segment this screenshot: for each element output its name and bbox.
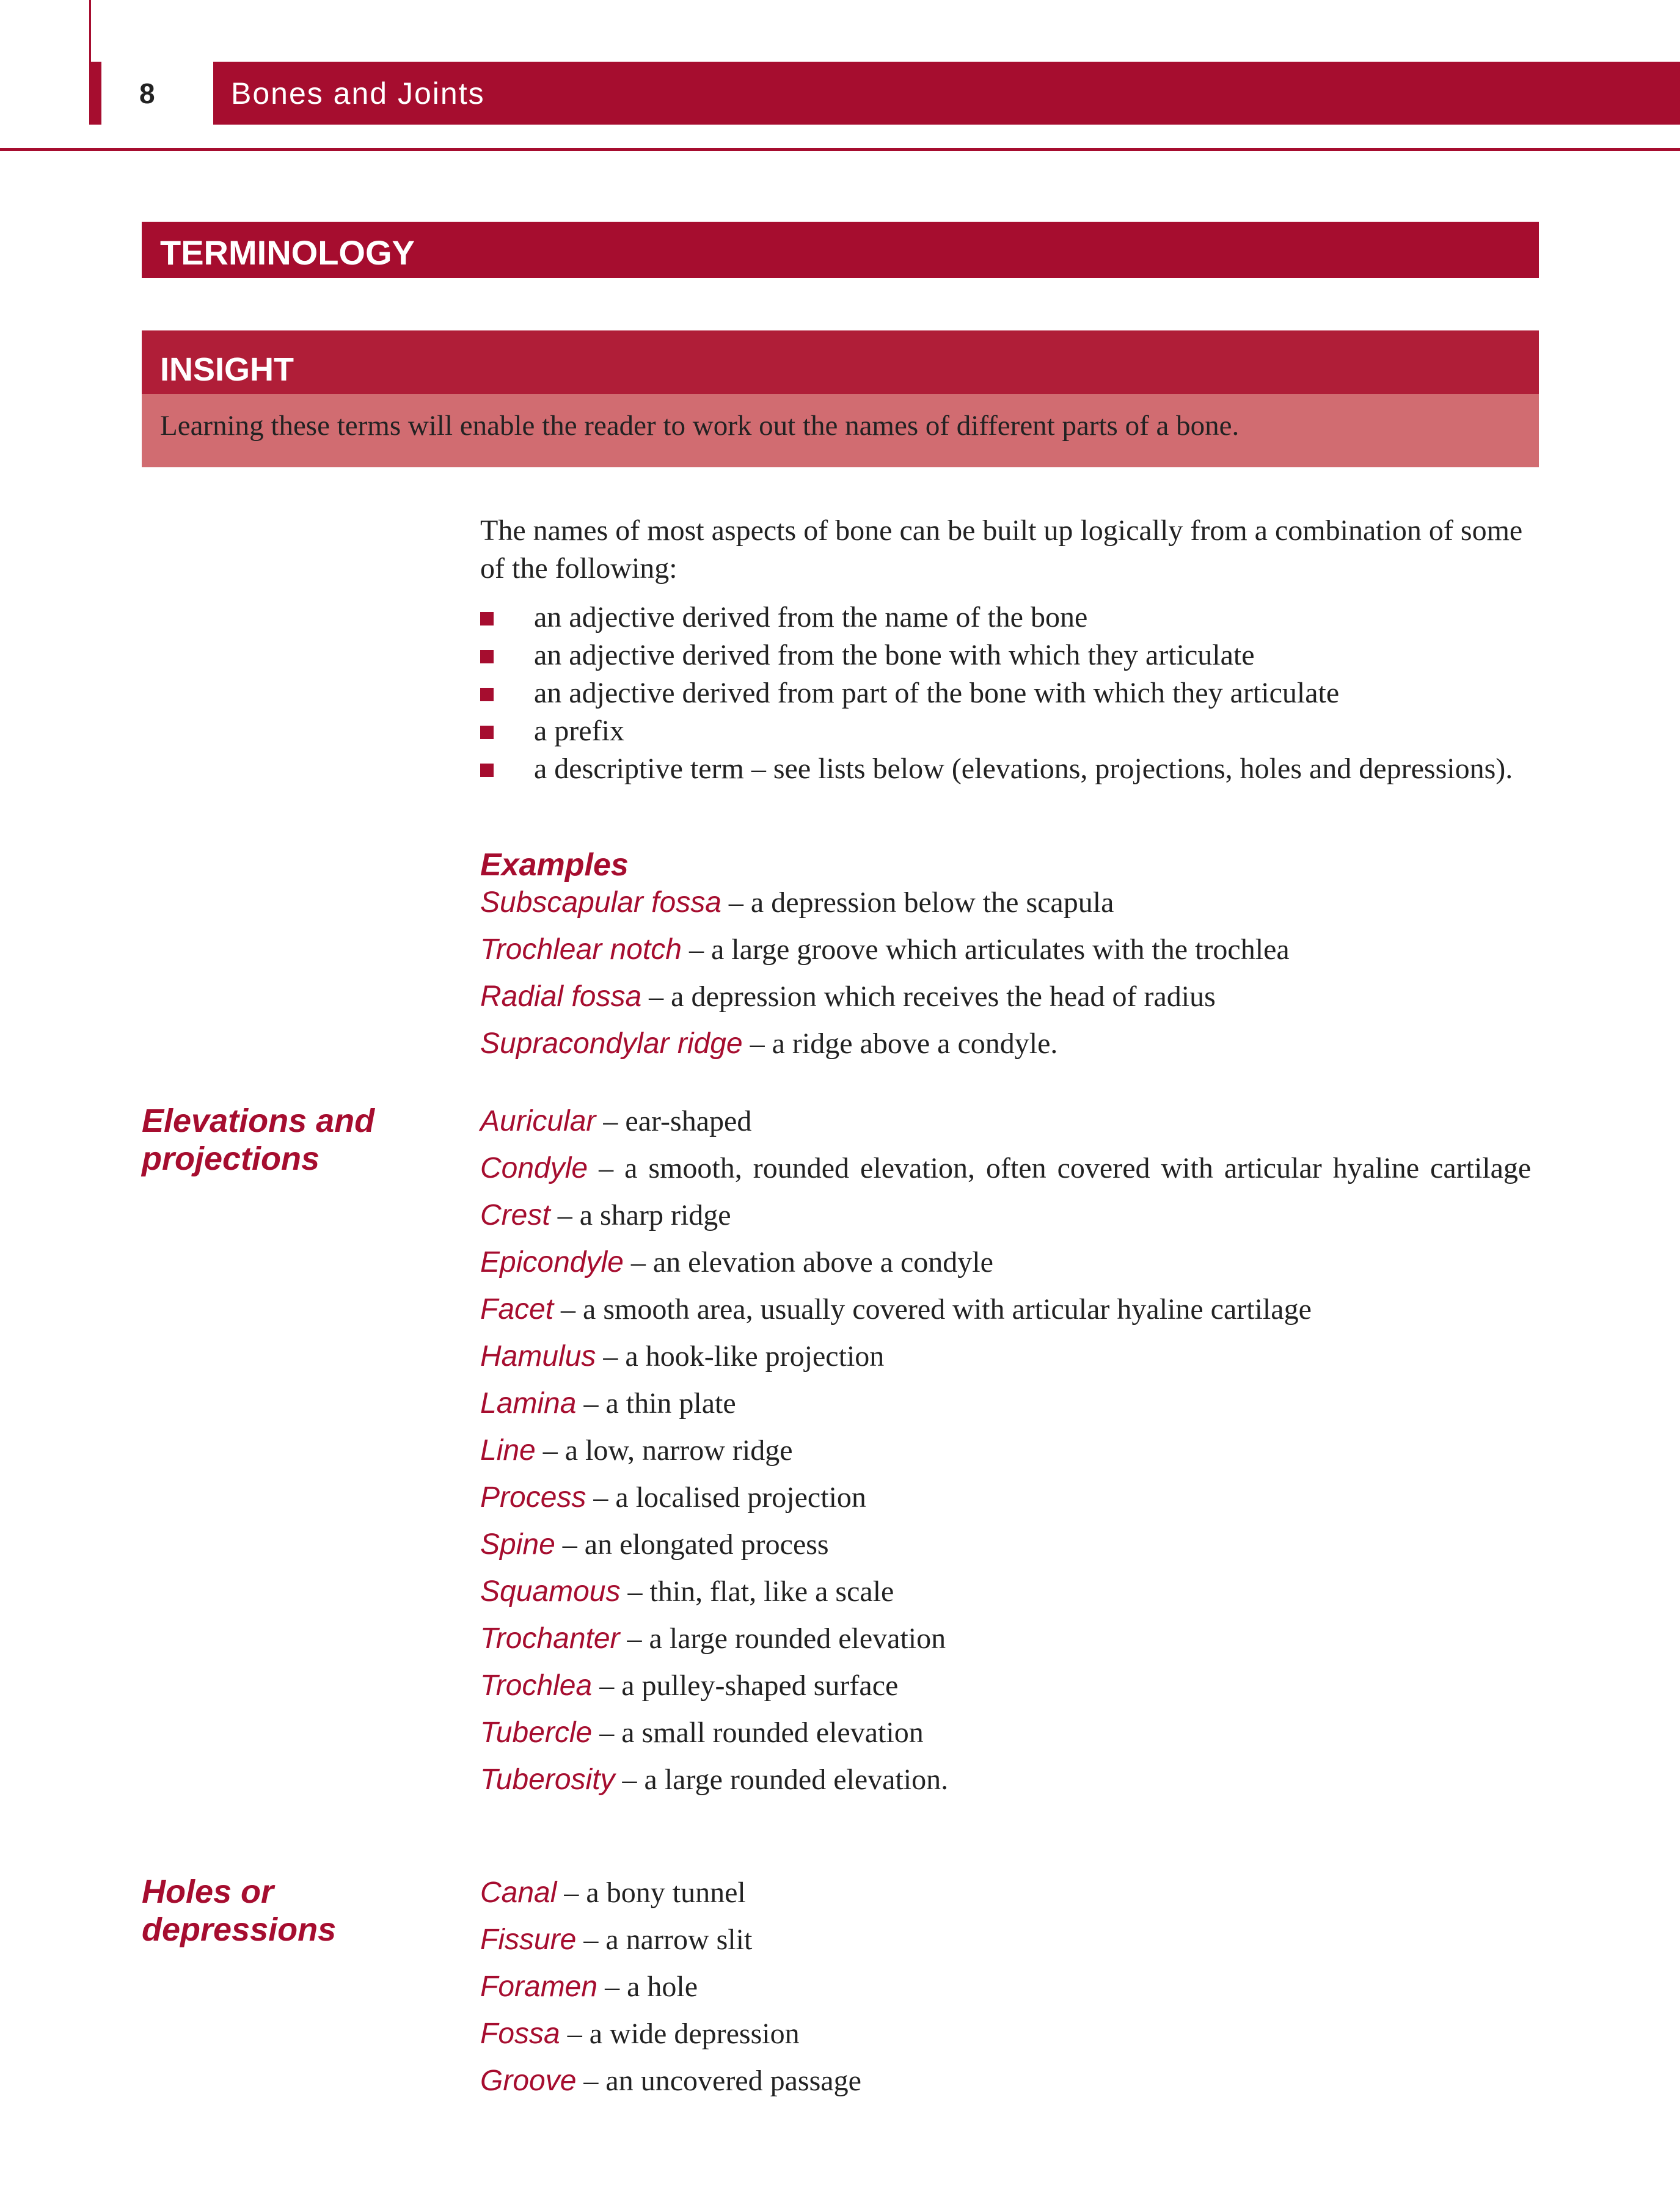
term-entry: [480, 1432, 1540, 1470]
term-entry: [480, 1620, 1540, 1658]
entry-definition: – a smooth, rounded elevation, often covered with articular hyaline cartilage: [588, 1152, 1532, 1184]
term-entry: [480, 1761, 1540, 1799]
entry-term: Tuberosity: [480, 1763, 615, 1796]
header-rule: [0, 148, 1680, 151]
insight-box-header: [142, 330, 1539, 394]
entry-term: Trochanter: [480, 1622, 620, 1655]
bullet-square-icon: [480, 688, 494, 701]
example-entry: [480, 931, 1540, 969]
entry-definition: – ear-shaped: [596, 1105, 752, 1137]
term-entry: [480, 1291, 1540, 1329]
page-number: 8: [139, 78, 155, 109]
entry-term: Process: [480, 1481, 586, 1514]
running-header-title: Bones and Joints: [231, 76, 485, 111]
entry-definition: – a sharp ridge: [550, 1199, 731, 1231]
entry-term: Supracondylar ridge: [480, 1027, 743, 1060]
entry-term: Auricular: [480, 1105, 596, 1137]
entry-term: Radial fossa: [480, 980, 642, 1013]
insight-title: INSIGHT: [160, 351, 294, 388]
bullet-square-icon: [480, 764, 494, 777]
entry-definition: – a localised projection: [586, 1481, 866, 1514]
entry-term: Spine: [480, 1528, 555, 1561]
entry-term: Canal: [480, 1876, 557, 1909]
entry-definition: – a ridge above a condyle.: [742, 1027, 1058, 1060]
entry-definition: – an elongated process: [555, 1528, 829, 1561]
entry-definition: – a bony tunnel: [557, 1876, 746, 1909]
entry-term: Crest: [480, 1199, 550, 1231]
examples-heading: Examples: [480, 847, 629, 883]
entry-definition: – a hook-like projection: [596, 1340, 885, 1373]
header-tab: [89, 62, 101, 125]
insight-text: Learning these terms will enable the reader to work out the names of different parts of a bone.: [160, 410, 1240, 442]
entry-term: Lamina: [480, 1387, 577, 1420]
bullet-item: an adjective derived from the bone with which they articulate: [480, 636, 1540, 674]
entry-term: Subscapular fossa: [480, 886, 721, 919]
entry-term: Squamous: [480, 1575, 621, 1608]
bullet-square-icon: [480, 650, 494, 663]
entry-definition: – a narrow slit: [576, 1924, 753, 1956]
entry-term: Hamulus: [480, 1340, 596, 1373]
entry-definition: – a hole: [597, 1971, 698, 2003]
term-entry: [480, 1150, 1540, 1187]
entry-definition: – a depression which receives the head of radius: [641, 980, 1216, 1013]
term-entry: [480, 2015, 1540, 2053]
section-title: TERMINOLOGY: [160, 233, 415, 272]
entry-definition: – thin, flat, like a scale: [620, 1575, 894, 1608]
entry-definition: – a wide depression: [560, 2018, 800, 2050]
term-entry: [480, 1103, 1540, 1140]
term-entry: [480, 1197, 1540, 1234]
intro-bullet-list: [480, 599, 1540, 788]
term-entry: [480, 1921, 1540, 1959]
term-entry: [480, 1338, 1540, 1376]
holes-heading: Holes or depressions: [142, 1873, 337, 1948]
entry-term: Facet: [480, 1293, 554, 1326]
bullet-item: an adjective derived from part of the bone with which they articulate: [480, 674, 1540, 712]
term-entry: [480, 2062, 1540, 2100]
entry-definition: – an uncovered passage: [576, 2065, 861, 2097]
intro-paragraph: The names of most aspects of bone can be built up logically from a combination of some of the following:: [480, 514, 1523, 585]
examples-list: [480, 884, 1540, 1072]
entry-definition: – a smooth area, usually covered with articular hyaline cartilage: [553, 1293, 1312, 1326]
entry-term: Fossa: [480, 2018, 560, 2050]
bullet-square-icon: [480, 612, 494, 625]
example-entry: [480, 1025, 1540, 1063]
term-entry: [480, 1573, 1540, 1611]
entry-term: Groove: [480, 2065, 577, 2097]
entry-term: Trochlear notch: [480, 933, 682, 966]
entry-definition: – a depression below the scapula: [721, 886, 1114, 919]
bullet-item: an adjective derived from the name of the bone: [480, 599, 1540, 636]
term-entry: [480, 1244, 1540, 1282]
bullet-item: a prefix: [480, 712, 1540, 750]
term-entry: [480, 1479, 1540, 1517]
entry-term: Epicondyle: [480, 1246, 624, 1278]
example-entry: [480, 884, 1540, 922]
entry-term: Fissure: [480, 1924, 577, 1956]
elevations-heading: Elevations and projections: [142, 1103, 375, 1177]
entry-definition: – a large rounded elevation: [619, 1622, 946, 1655]
entry-definition: – a low, narrow ridge: [535, 1434, 793, 1467]
entry-definition: – a thin plate: [576, 1387, 736, 1420]
term-entry: [480, 1874, 1540, 1912]
example-entry: [480, 978, 1540, 1016]
entry-definition: – a pulley-shaped surface: [592, 1669, 899, 1702]
bullet-square-icon: [480, 726, 494, 739]
entry-term: Tubercle: [480, 1716, 593, 1749]
term-entry: [480, 1714, 1540, 1752]
term-entry: [480, 1968, 1540, 2006]
elevations-list: [480, 1103, 1540, 1808]
entry-definition: – a large groove which articulates with the trochlea: [681, 933, 1290, 966]
entry-definition: – a large rounded elevation.: [615, 1763, 949, 1796]
term-entry: [480, 1667, 1540, 1705]
entry-definition: – an elevation above a condyle: [623, 1246, 993, 1278]
entry-definition: – a small rounded elevation: [592, 1716, 924, 1749]
entry-term: Foramen: [480, 1971, 598, 2003]
term-entry: [480, 1385, 1540, 1423]
bullet-item: a descriptive term – see lists below (elevations, projections, holes and depressions).: [480, 750, 1540, 788]
holes-list: [480, 1874, 1540, 2109]
entry-term: Line: [480, 1434, 536, 1467]
term-entry: [480, 1526, 1540, 1564]
entry-term: Condyle: [480, 1152, 588, 1184]
entry-term: Trochlea: [480, 1669, 593, 1702]
